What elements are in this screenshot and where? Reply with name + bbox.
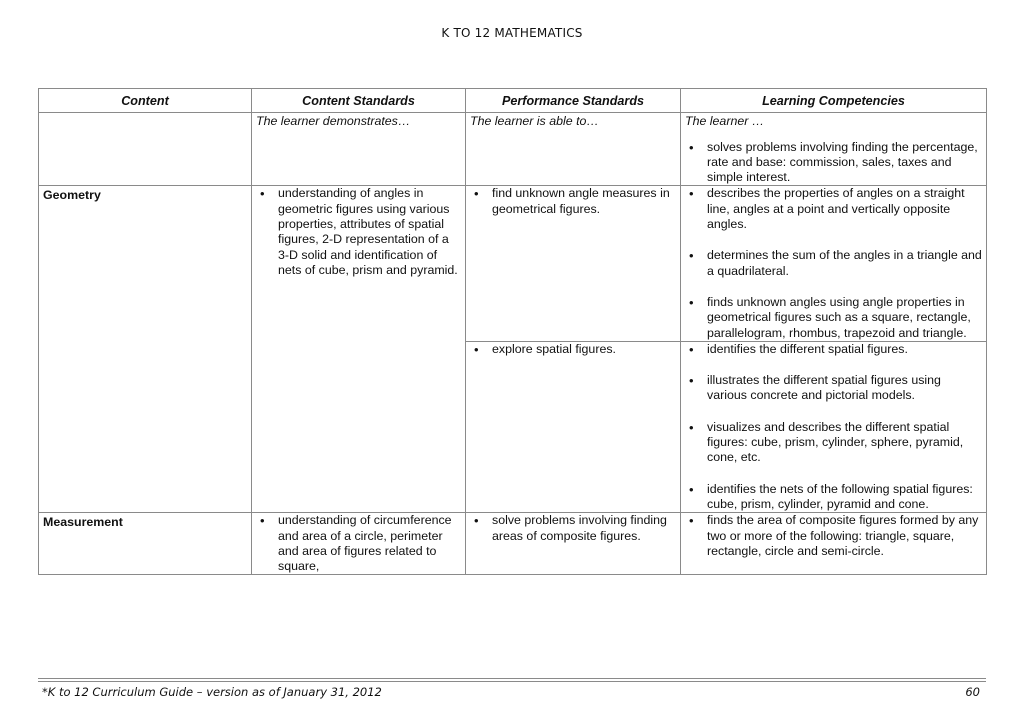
column-header-learning-competencies: Learning Competencies (681, 89, 987, 113)
cell-learning-competencies-geometry (681, 186, 987, 341)
table-row-intro (39, 113, 987, 186)
performance-list (470, 186, 676, 217)
list-item: • understanding of angles in geometric figures using various properties, attributes of spatial figures, 2-D representation of a 3-D solid and identification of nets of cube, prism and pyramid. (256, 186, 461, 278)
list-item: • find unknown angle measures in geometrical figures. (470, 186, 676, 217)
list-item: • understanding of circumference and area of a circle, perimeter and area of figures related to square, (256, 513, 461, 574)
cell-content-standards-intro (252, 113, 466, 186)
footer-note: *K to 12 Curriculum Guide – version as of January 31, 2012 (42, 685, 382, 699)
column-header-content: Content (39, 89, 252, 113)
cell-learning-competencies-intro (681, 113, 987, 186)
cell-performance-standards-spatial (466, 341, 681, 512)
page-number: 60 (965, 685, 980, 699)
table-header-row (39, 89, 987, 113)
cell-content-empty (39, 113, 252, 186)
standards-list (256, 513, 461, 574)
competency-list (685, 186, 982, 340)
cell-performance-standards-measurement (466, 513, 681, 575)
topic-label: Geometry (43, 188, 101, 203)
table-row-geometry (39, 186, 987, 341)
list-item: • solve problems involving finding areas of composite figures. (470, 513, 676, 544)
intro-text: The learner demonstrates… (256, 114, 411, 129)
page-header-title: K TO 12 MATHEMATICS (441, 26, 583, 40)
list-item: • identifies the nets of the following spatial figures: cube, prism, cylinder, pyramid and cone. (685, 482, 982, 513)
performance-list (470, 513, 676, 544)
list-item: • describes the properties of angles on a straight line, angles at a point and vertically opposite angles. (685, 186, 982, 232)
list-item: • finds the area of composite figures formed by any two or more of the following: triangle, square, rectangle, circle and semi-circle. (685, 513, 982, 559)
list-item: • finds unknown angles using angle properties in geometrical figures such as a square, rectangle, parallelogram, rhombus, trapezoid and triangle. (685, 295, 982, 341)
list-item: • identifies the different spatial figures. (685, 342, 982, 357)
footer-divider (38, 678, 986, 679)
competency-list (685, 140, 982, 186)
performance-list (470, 342, 676, 357)
competency-list (685, 513, 982, 559)
list-item: • visualizes and describes the different spatial figures: cube, prism, cylinder, sphere, pyramid, cone, etc. (685, 420, 982, 466)
list-item: • solves problems involving finding the percentage, rate and base: commission, sales, taxes and simple interest. (685, 140, 982, 186)
competency-list (685, 342, 982, 512)
intro-text: The learner … (685, 114, 765, 129)
cell-performance-standards-geometry (466, 186, 681, 341)
cell-content-measurement (39, 513, 252, 575)
footer-divider (38, 681, 986, 682)
list-item: • determines the sum of the angles in a triangle and a quadrilateral. (685, 248, 982, 279)
list-item: • illustrates the different spatial figures using various concrete and pictorial models. (685, 373, 982, 404)
cell-content-standards-geometry (252, 186, 466, 513)
column-header-content-standards: Content Standards (252, 89, 466, 113)
curriculum-table (38, 88, 987, 575)
cell-learning-competencies-spatial (681, 341, 987, 512)
column-header-performance-standards: Performance Standards (466, 89, 681, 113)
list-item: • explore spatial figures. (470, 342, 676, 357)
cell-content-standards-measurement (252, 513, 466, 575)
intro-text: The learner is able to… (470, 114, 599, 129)
standards-list (256, 186, 461, 278)
cell-learning-competencies-measurement (681, 513, 987, 575)
topic-label: Measurement (43, 515, 123, 530)
cell-performance-standards-intro (466, 113, 681, 186)
cell-content-geometry (39, 186, 252, 513)
table-row-measurement (39, 513, 987, 575)
